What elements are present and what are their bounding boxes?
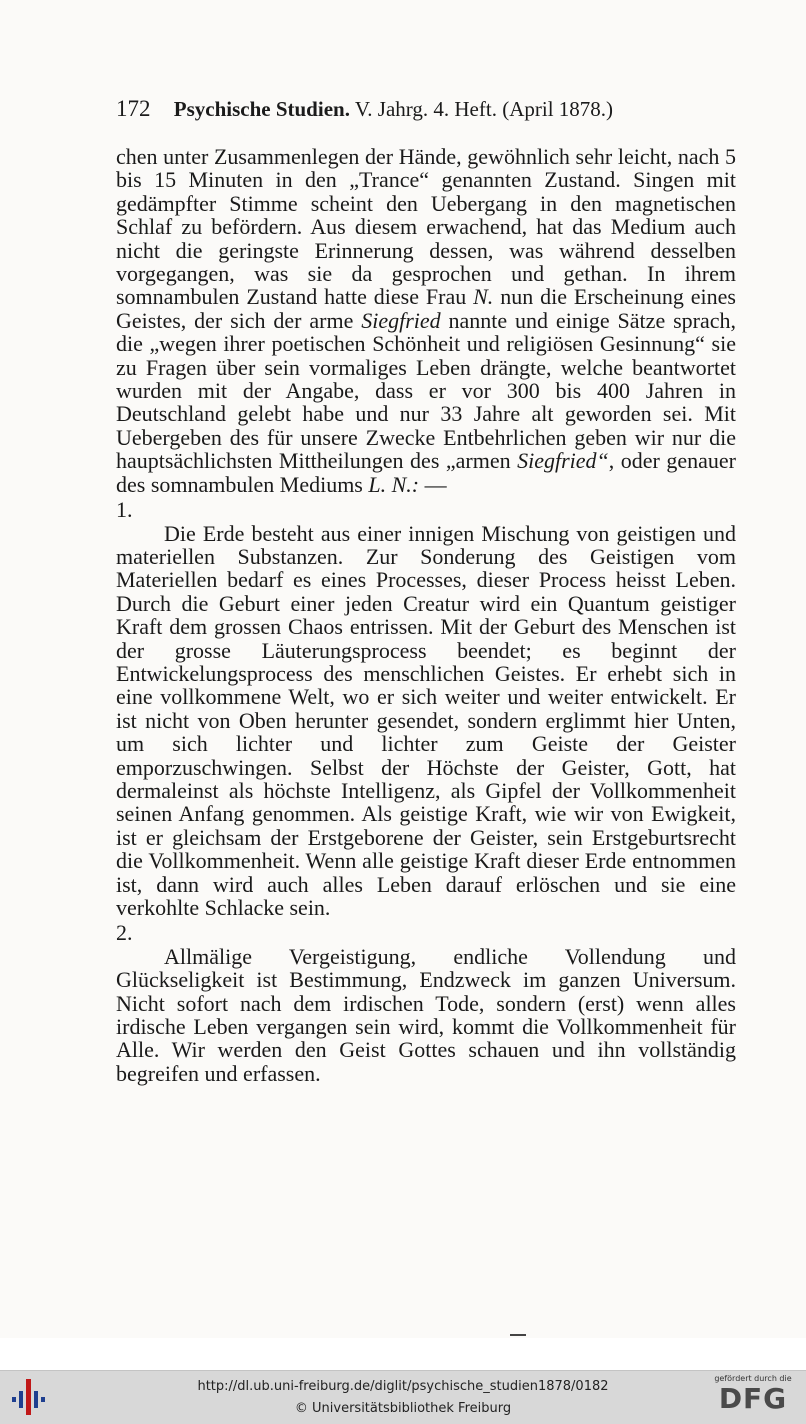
dfg-logo [704, 1374, 802, 1422]
issue-info: V. Jahrg. 4. Heft. (April 1878.) [354, 97, 614, 121]
intro-text-a: chen unter Zusammenlegen der Hände, gewöhnlich sehr leicht, nach 5 bis 15 Minuten in den „Trance“ genannten Zustand. Singen mit gedämpfter Stimme scheint den Uebergang in den magnetischen Schlaf zu befördern. Aus diesem erwachend, hat das Medium auch nicht die geringste Erinnerung dessen, was während desselben vorgegangen, was sie da gesprochen und gethan. In ihrem somnambulen Zustand hatte diese Frau [116, 144, 736, 310]
name-ln: L. N.: [368, 471, 420, 497]
running-header [116, 96, 696, 122]
section-2-paragraph: Allmälige Vergeistigung, endliche Vollendung und Glückseligkeit ist Bestimmung, Endzweck im ganzen Universum. Nicht sofort nach dem irdischen Tode, sondern (erst) wenn alles irdische Leben vergangen sein wird, kommt die Vollkommenheit für Alle. Wir werden den Geist Gottes schauen und ihn vollständig begreifen und erfassen. [116, 943, 736, 1086]
dfg-wordmark: DFG [718, 1382, 788, 1415]
name-n: N. [473, 284, 494, 310]
source-url[interactable]: http://dl.ub.uni-freiburg.de/diglit/psychische_studien1878/0182 [197, 1379, 609, 1394]
name-siegfried: Siegfried [361, 307, 441, 333]
intro-text-e: — [419, 471, 447, 497]
footer-bar [0, 1370, 806, 1424]
journal-title: Psychische Studien. [173, 97, 350, 121]
section-number-2: 2. [116, 920, 133, 946]
section-1-paragraph: Die Erde besteht aus einer innigen Mischung von geistigen und materiellen Substanzen. Zur Sonderung des Geistigen vom Materiellen bedarf es eines Processes, dieser Process heisst Leben. Durch die Geburt einer jeden Creatur wird ein Quantum geistiger Kraft dem grossen Chaos entrissen. Mit der Geburt des Menschen ist der grosse Läuterungsprocess beendet; es beginnt der Entwickelungsprocess des menschlichen Geistes. Er erhebt sich in eine vollkommene Welt, wo er sich weiter und weiter entwickelt. Er ist nicht von Oben herunter gesendet, sondern erglimmt hier Unten, um sich lichter und lichter zum Geiste der Geister emporzuschwingen. Selbst der Höchste der Geister, Gott, hat dermaleinst als höchste Intelligenz, als Gipfel der Vollkommenheit seinen Anfang genommen. Als geistige Kraft, wie wir von Ewigkeit, ist er gleichsam der Erstgeborene der Geister, sein Erstgeburtsrecht die Vollkommenheit. Wenn alle geistige Kraft dieser Erde entnommen ist, dann wird auch alles Leben darauf erlöschen und sie eine verkohlte Schlacke sein. [116, 520, 736, 920]
page-number: 172 [116, 96, 151, 121]
name-siegfried-quoted: Siegfried“ [517, 448, 609, 474]
section-number-1: 1. [116, 497, 133, 523]
body-text [116, 145, 736, 1085]
intro-text-c: nannte und einige Sätze sprach, die „wegen ihrer poetischen Schönheit und religiösen Gesinnung“ sie zu Fragen über sein vormaliges Leben drängte, welche beantwortet wurden mit der Angabe, dass er vor 300 bis 400 Jahren in Deutschland gelebt habe und nur 33 Jahre alt geworden sei. Mit Uebergeben des für unsere Zwecke Entbehrlichen geben wir nur die hauptsächlichsten Mittheilungen des „armen [116, 307, 736, 474]
intro-paragraph [116, 145, 736, 496]
catchword-dash [510, 1334, 526, 1336]
intro-text-d: , oder genauer des somnambulen Mediums [116, 448, 736, 497]
dfg-tagline: gefördert durch die [714, 1374, 792, 1383]
intro-text-b: nun die Erscheinung eines Geistes, der sich der arme [116, 284, 736, 333]
copyright-notice: © Universitätsbibliothek Freiburg [294, 1401, 512, 1416]
